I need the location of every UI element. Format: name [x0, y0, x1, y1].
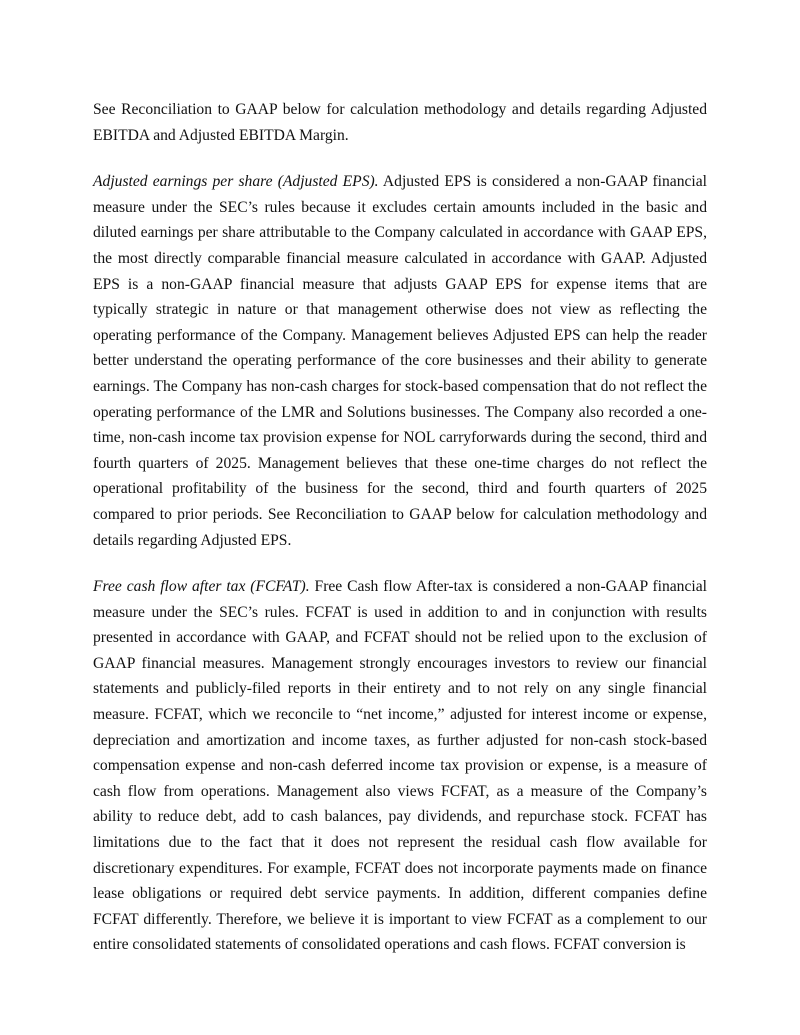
- paragraph-heading: Adjusted earnings per share (Adjusted EPS).: [93, 173, 379, 191]
- paragraph-ebitda-reconciliation: [93, 97, 707, 148]
- paragraph-fcfat: [93, 574, 707, 958]
- paragraph-heading: Free cash flow after tax (FCFAT).: [93, 578, 310, 596]
- document-page: [93, 97, 707, 958]
- paragraph-text: Free Cash flow After-tax is considered a non-GAAP financial measure under the SEC’s rules. FCFAT is used in addition to and in conjunction with results presented in accordance with GAAP, and FCFAT should not be relied upon to the exclusion of GAAP financial measures. Management strongly encourages investors to review our financial statements and publicly-filed reports in their entirety and to not rely on any single financial measure. FCFAT, which we reconcile to “net income,” adjusted for interest income or expense, depreciation and amortization and income taxes, as further adjusted for non-cash stock-based compensation expense and non-cash deferred income tax provision or expense, is a measure of cash flow from operations. Management also views FCFAT, as a measure of the Company’s ability to reduce debt, add to cash balances, pay dividends, and repurchase stock. FCFAT has limitations due to the fact that it does not represent the residual cash flow available for discretionary expenditures. For example, FCFAT does not incorporate payments made on finance lease obligations or required debt service payments. In addition, different companies define FCFAT differently. Therefore, we believe it is important to view FCFAT as a complement to our entire consolidated statements of consolidated operations and cash flows. FCFAT conversion is: [93, 578, 707, 954]
- paragraph-text: See Reconciliation to GAAP below for calculation methodology and details regarding Adjusted EBITDA and Adjusted EBITDA Margin.: [93, 101, 707, 144]
- paragraph-text: Adjusted EPS is considered a non-GAAP financial measure under the SEC’s rules because it excludes certain amounts included in the basic and diluted earnings per share attributable to the Company calculated in accordance with GAAP EPS, the most directly comparable financial measure calculated in accordance with GAAP. Adjusted EPS is a non-GAAP financial measure that adjusts GAAP EPS for expense items that are typically strategic in nature or that management otherwise does not view as reflecting the operating performance of the Company. Management believes Adjusted EPS can help the reader better understand the operating performance of the core businesses and their ability to generate earnings. The Company has non-cash charges for stock-based compensation that do not reflect the operating performance of the LMR and Solutions businesses. The Company also recorded a one-time, non-cash income tax provision expense for NOL carryforwards during the second, third and fourth quarters of 2025. Management believes that these one-time charges do not reflect the operational profitability of the business for the second, third and fourth quarters of 2025 compared to prior periods. See Reconciliation to GAAP below for calculation methodology and details regarding Adjusted EPS.: [93, 173, 708, 549]
- paragraph-adjusted-eps: [93, 169, 707, 553]
